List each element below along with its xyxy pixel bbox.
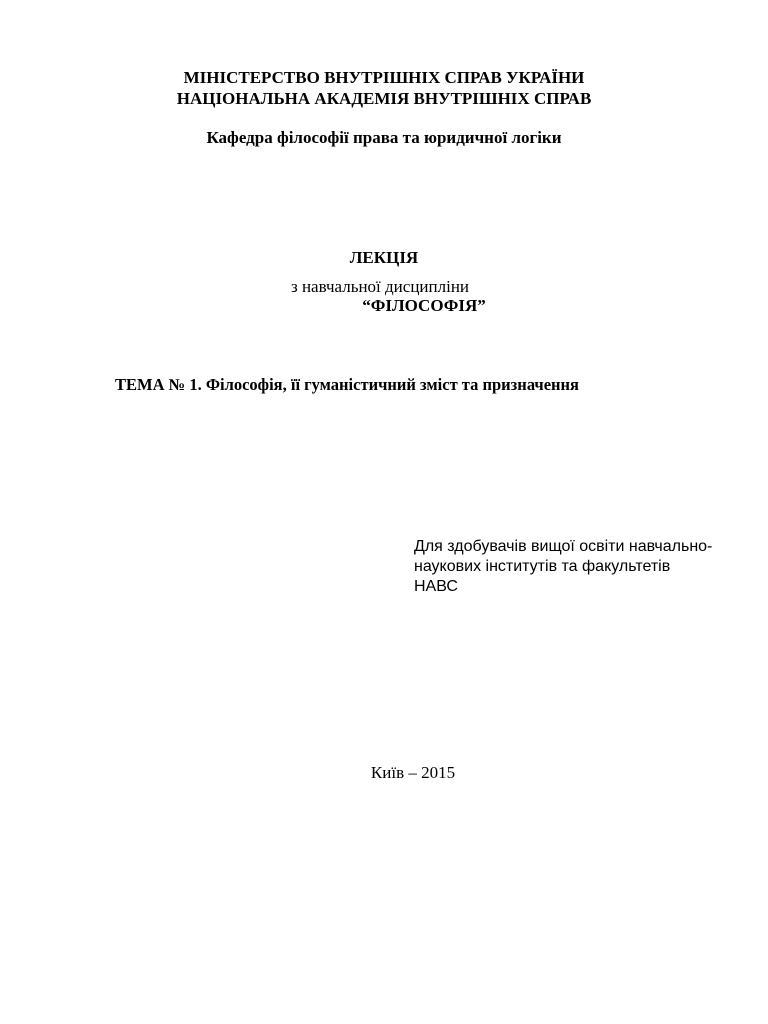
lecture-title: ЛЕКЦІЯ [349, 248, 419, 267]
audience-line-1: Для здобувачів вищої освіти навчально- [414, 538, 713, 555]
audience-line-2: наукових інститутів та факультетів [414, 558, 671, 575]
place-and-year: Київ – 2015 [370, 763, 456, 782]
ministry-name: МІНІСТЕРСТВО ВНУТРІШНІХ СПРАВ УКРАЇНИ [183, 68, 585, 87]
lecture-topic: ТЕМА № 1. Філософія, її гуманістичний зміст та призначення [115, 375, 579, 394]
audience-line-3: НАВС [414, 578, 458, 595]
discipline-prefix: з навчальної дисципліни [290, 277, 470, 296]
audience-note [414, 537, 744, 597]
department-name: Кафедра філософії права та юридичної логіки [206, 128, 562, 147]
discipline-name: “ФІЛОСОФІЯ” [362, 296, 486, 315]
academy-name: НАЦІОНАЛЬНА АКАДЕМІЯ ВНУТРІШНІХ СПРАВ [176, 89, 592, 108]
